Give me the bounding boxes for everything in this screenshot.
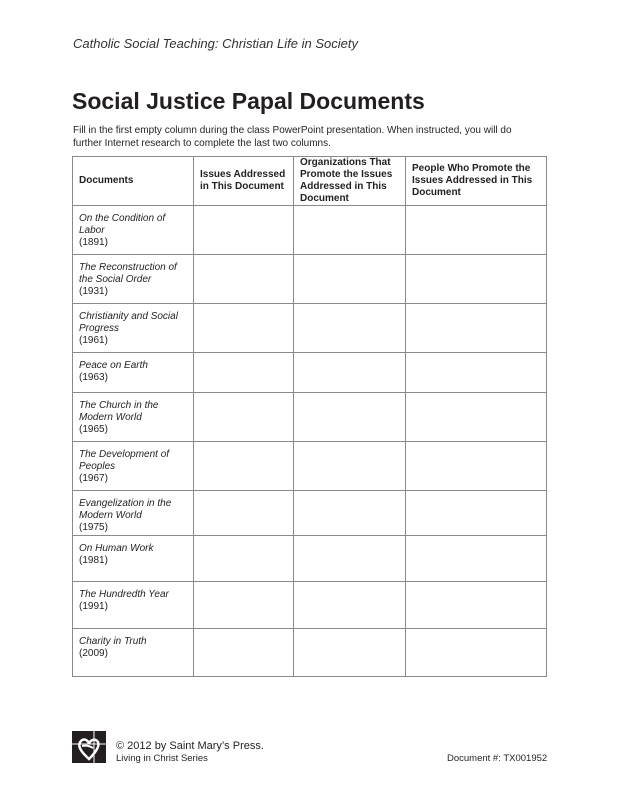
column-header-organizations: Organizations That Promote the Issues Addressed in This Document <box>294 157 406 206</box>
issues-cell[interactable] <box>194 255 294 304</box>
organizations-cell[interactable] <box>294 206 406 255</box>
column-header-people: People Who Promote the Issues Addressed in This Document <box>406 157 547 206</box>
document-year: (1967) <box>79 473 108 484</box>
copyright-text: © 2012 by Saint Mary’s Press. <box>116 740 264 752</box>
saint-marys-press-logo-icon <box>72 731 106 763</box>
document-number: Document #: TX001952 <box>447 753 548 764</box>
series-name: Living in Christ Series <box>116 753 208 764</box>
organizations-cell[interactable] <box>294 491 406 536</box>
column-header-documents: Documents <box>73 157 194 206</box>
document-year: (1963) <box>79 372 108 383</box>
issues-cell[interactable] <box>194 393 294 442</box>
table-row <box>73 255 547 304</box>
people-cell[interactable] <box>406 393 547 442</box>
issues-cell[interactable] <box>194 536 294 582</box>
document-year: (1965) <box>79 424 108 435</box>
column-header-issues: Issues Addressed in This Document <box>194 157 294 206</box>
table-row <box>73 491 547 536</box>
document-year: (1991) <box>79 601 108 612</box>
people-cell[interactable] <box>406 304 547 353</box>
people-cell[interactable] <box>406 255 547 304</box>
document-name: Charity in Truth <box>79 636 147 647</box>
people-cell[interactable] <box>406 353 547 393</box>
instructions: Fill in the first empty column during the class PowerPoint presentation. When instructed, you will do further Internet research to complete the last two columns. <box>73 125 512 149</box>
table-row <box>73 582 547 629</box>
series-title: Catholic Social Teaching: Christian Life in Society <box>73 36 358 51</box>
people-cell[interactable] <box>406 582 547 629</box>
table-header-row <box>73 157 547 206</box>
people-cell[interactable] <box>406 536 547 582</box>
logo-glyph-icon <box>72 731 106 763</box>
document-name: Peace on Earth <box>79 360 148 371</box>
document-cell <box>73 206 194 255</box>
table-row <box>73 393 547 442</box>
document-name: On Human Work <box>79 543 154 554</box>
document-name: Evangelization in the Modern World <box>79 498 172 521</box>
organizations-cell[interactable] <box>294 582 406 629</box>
issues-cell[interactable] <box>194 629 294 677</box>
document-cell <box>73 582 194 629</box>
document-cell <box>73 393 194 442</box>
page-title: Social Justice Papal Documents <box>72 88 425 114</box>
document-name: The Development of Peoples <box>79 449 170 472</box>
table-row <box>73 442 547 491</box>
people-cell[interactable] <box>406 442 547 491</box>
issues-cell[interactable] <box>194 491 294 536</box>
table-row <box>73 206 547 255</box>
organizations-cell[interactable] <box>294 255 406 304</box>
organizations-cell[interactable] <box>294 536 406 582</box>
organizations-cell[interactable] <box>294 304 406 353</box>
organizations-cell[interactable] <box>294 629 406 677</box>
people-cell[interactable] <box>406 629 547 677</box>
document-year: (1975) <box>79 522 108 533</box>
people-cell[interactable] <box>406 206 547 255</box>
document-name: The Hundredth Year <box>79 589 169 600</box>
document-cell <box>73 255 194 304</box>
document-name: On the Condition of Labor <box>79 213 166 236</box>
document-year: (1891) <box>79 237 108 248</box>
document-year: (1961) <box>79 335 108 346</box>
issues-cell[interactable] <box>194 206 294 255</box>
document-cell <box>73 304 194 353</box>
issues-cell[interactable] <box>194 304 294 353</box>
document-name: The Church in the Modern World <box>79 400 159 423</box>
document-year: (1981) <box>79 555 108 566</box>
table-row <box>73 304 547 353</box>
worksheet-table <box>72 156 547 677</box>
table-row <box>73 536 547 582</box>
issues-cell[interactable] <box>194 353 294 393</box>
issues-cell[interactable] <box>194 582 294 629</box>
organizations-cell[interactable] <box>294 393 406 442</box>
document-cell <box>73 536 194 582</box>
document-cell <box>73 629 194 677</box>
issues-cell[interactable] <box>194 442 294 491</box>
organizations-cell[interactable] <box>294 442 406 491</box>
people-cell[interactable] <box>406 491 547 536</box>
document-year: (2009) <box>79 648 108 659</box>
document-cell <box>73 491 194 536</box>
document-name: Christianity and Social Progress <box>79 311 178 334</box>
document-cell <box>73 442 194 491</box>
document-cell <box>73 353 194 393</box>
document-name: The Reconstruction of the Social Order <box>79 262 177 285</box>
document-year: (1931) <box>79 286 108 297</box>
organizations-cell[interactable] <box>294 353 406 393</box>
table-row <box>73 353 547 393</box>
table-row <box>73 629 547 677</box>
